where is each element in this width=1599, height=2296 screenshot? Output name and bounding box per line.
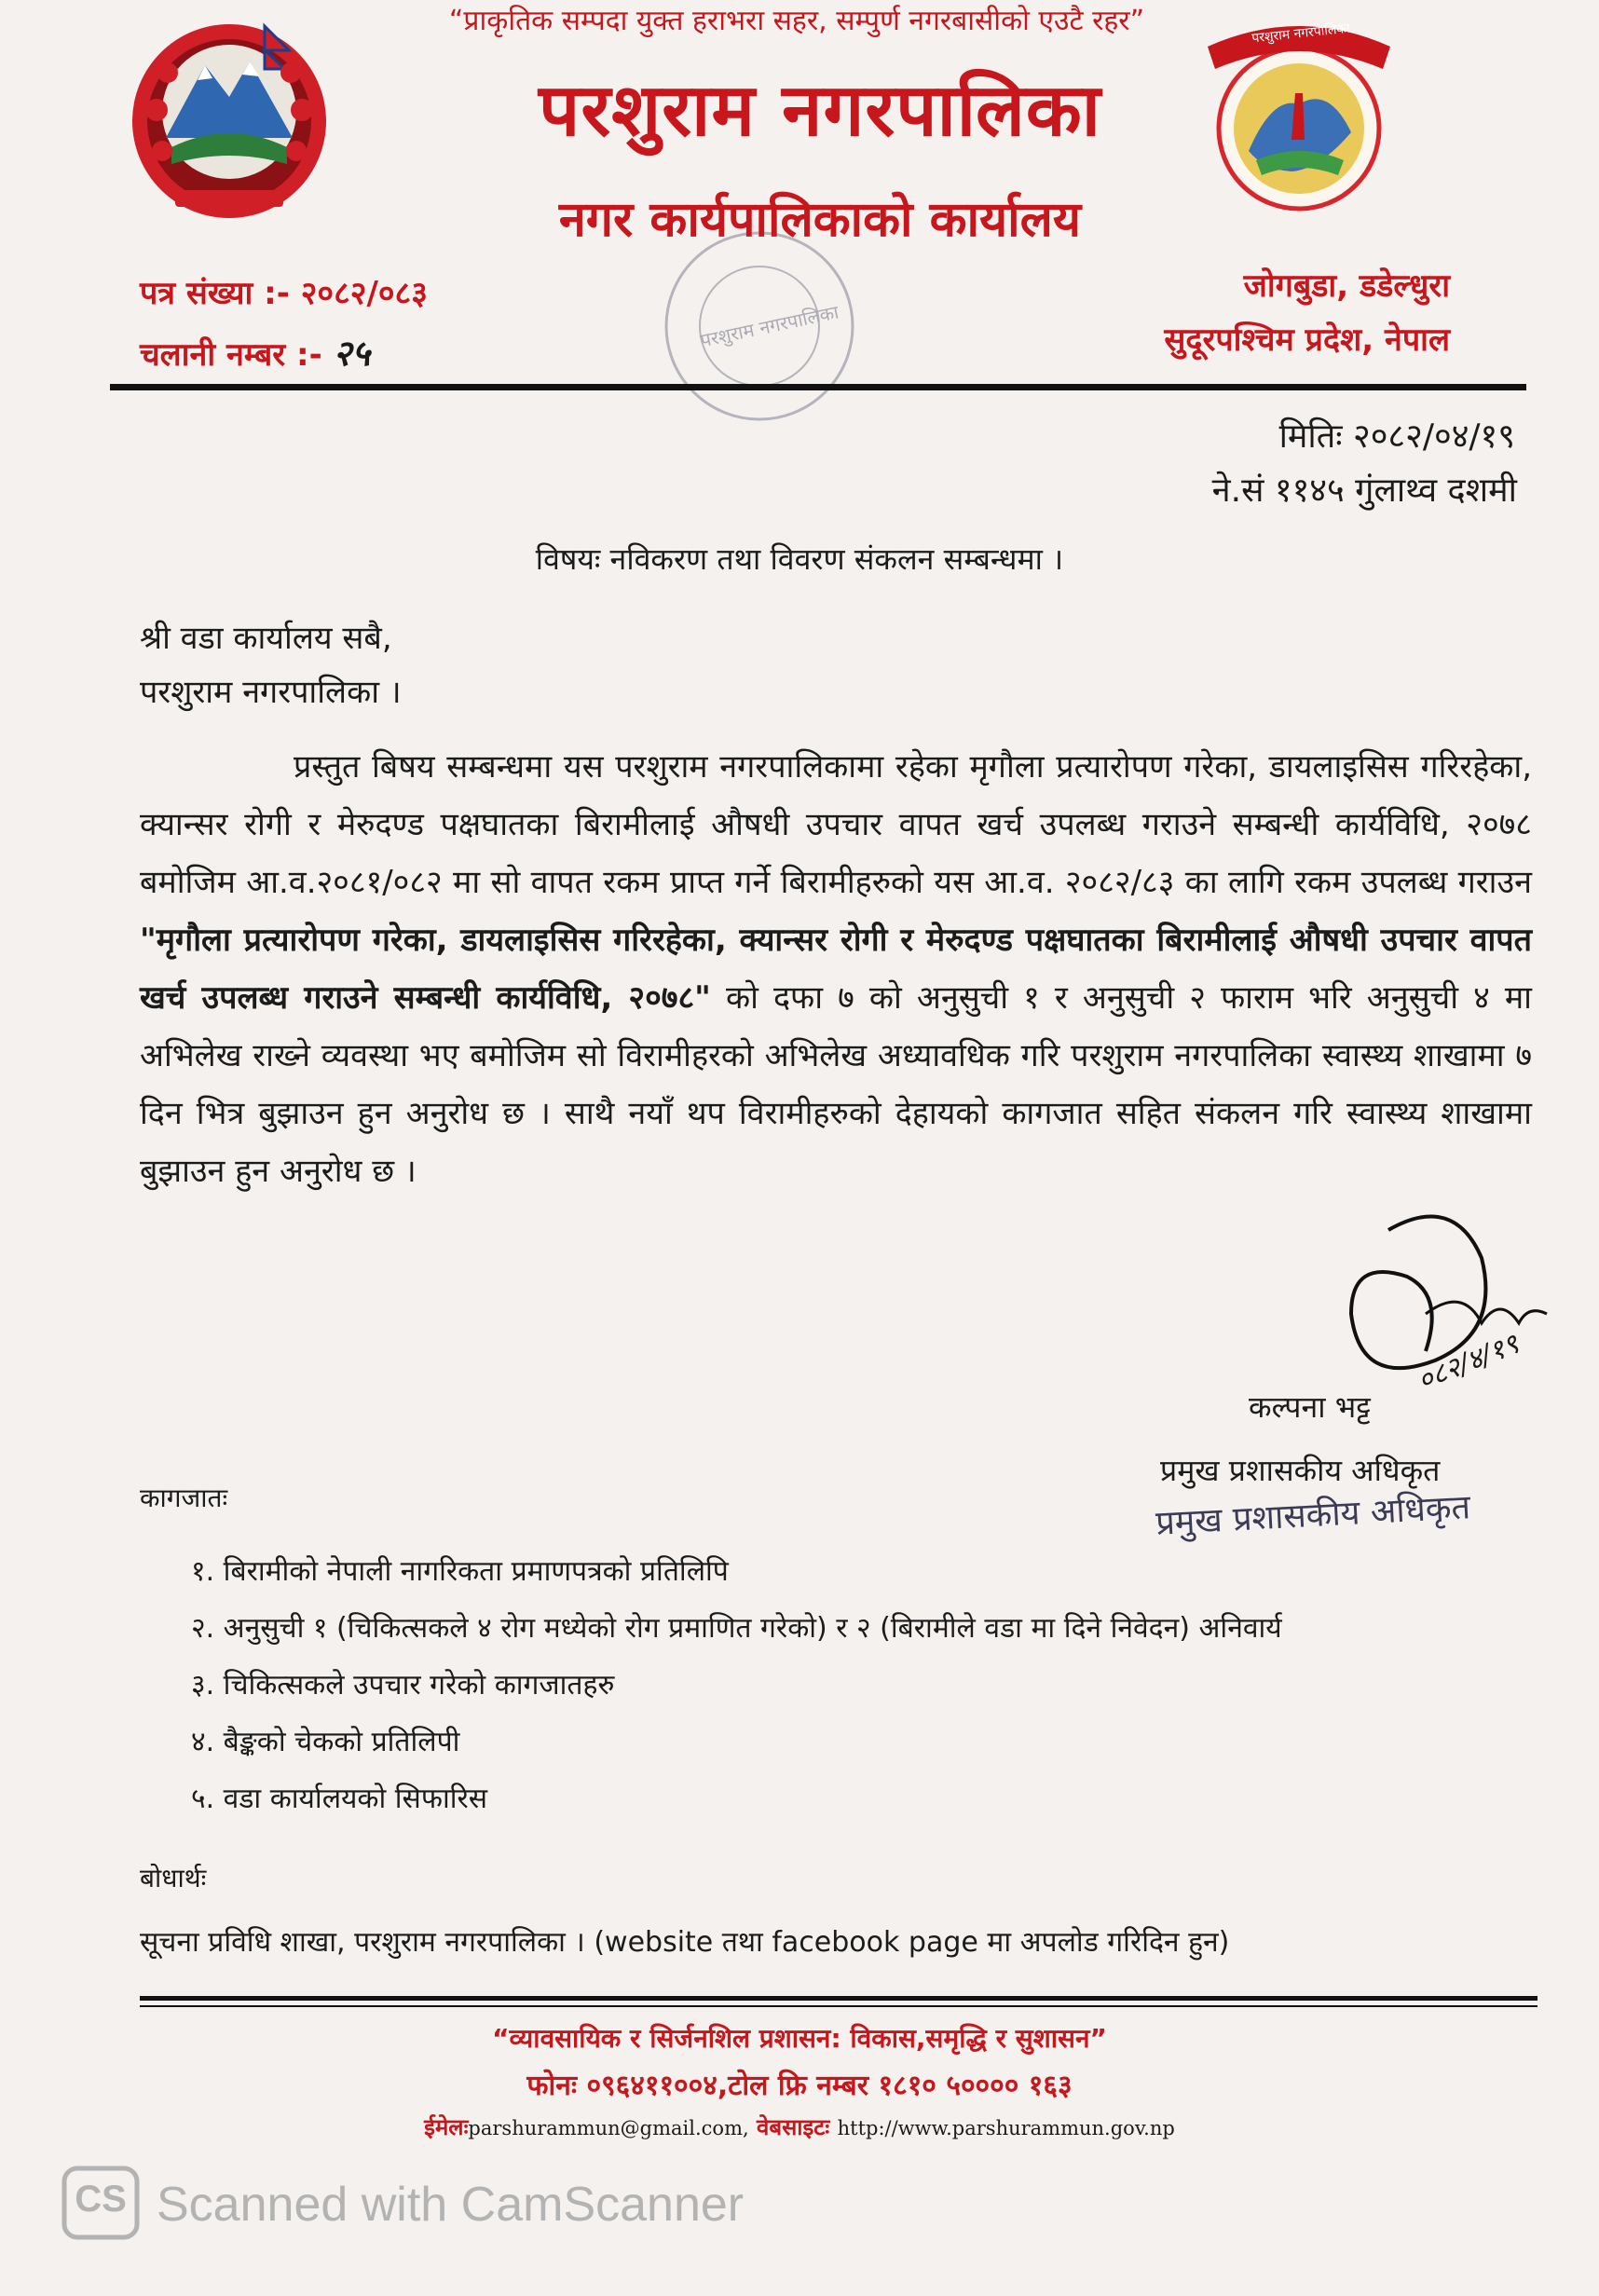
municipality-logo <box>1198 11 1400 216</box>
header-divider <box>110 384 1526 390</box>
list-item: २. अनुसुची १ (चिकित्सकले ४ रोग मध्येको रोग प्रमाणित गरेको) र २ (बिरामीले वडा मा दिने निवेदन) अनिवार्य <box>191 1612 1282 1645</box>
stamp-text: परशुराम नगरपालिका <box>698 300 841 352</box>
email-link[interactable]: parshurammun@gmail.com, <box>468 2117 749 2139</box>
addressee-line-2: परशुराम नगरपालिका । <box>140 674 402 711</box>
signer-title: प्रमुख प्रशासकीय अधिकृत <box>1160 1453 1441 1488</box>
documents-list <box>191 1551 1282 1835</box>
dispatch-number-label: चलानी नम्बर :- <box>140 336 322 374</box>
body-text-1: प्रस्तुत बिषय सम्बन्धमा यस परशुराम नगरपालिकामा रहेका मृगौला प्रत्यारोपण गरेका, डायलाइसिस गरिरहेका, क्यान्सर रोगी र मेरुदण्ड पक्षघातका बिरामीलाई औषधी उपचार वापत खर्च उपलब्ध गराउने सम्बन्धी कार्यविधि, २०७८ बमोजिम आ.व.२०८१/०८२ मा सो वापत रकम प्राप्त गर्ने बिरामीहरुको यस आ.व. २०८२/८३ का लागि रकम उपलब्ध गराउन <box>140 748 1532 901</box>
signature-date: ०८२/४/१९ <box>1413 1327 1524 1398</box>
letter-number-label: पत्र संख्या :- <box>140 275 290 312</box>
website-label: वेबसाइटः <box>757 2114 830 2140</box>
footer-divider <box>140 1996 1538 2001</box>
letter-body <box>140 738 1532 1200</box>
dispatch-number-value: २५ <box>333 332 371 374</box>
letter-number <box>140 270 428 313</box>
list-item: ३. चिकित्सकले उपचार गरेको कागजातहरु <box>191 1669 615 1702</box>
body-procedure-title: "मृगौला प्रत्यारोपण गरेका, डायलाइसिस गरिरहेका, क्यान्सर रोगी र मेरुदण्ड पक्षघातका बिरामीलाई औषधी उपचार वापत खर्च उपलब्ध गराउने सम्बन्धी कार्यविधि, २०७८" <box>140 922 1532 1017</box>
nepal-sambat-date: ने.सं ११४५ गुंलाथ्व दशमी <box>1211 472 1517 510</box>
camscanner-logo-icon <box>62 2166 140 2244</box>
addressee-line-1: श्री वडा कार्यालय सबै, <box>140 620 392 657</box>
municipality-motto: “प्राकृतिक सम्पदा युक्त हराभरा सहर, सम्पुर्ण नगरबासीको एउटै रहर” <box>448 5 1145 37</box>
cc-recipient: सूचना प्रविधि शाखा, परशुराम नगरपालिका । (website तथा facebook page मा अपलोड गरिदिन हुन) <box>140 1926 1230 1959</box>
website-link[interactable]: http://www.parshurammun.gov.np <box>837 2117 1175 2139</box>
nepal-government-emblem <box>119 7 339 227</box>
letter-subject: विषयः नविकरण तथा विवरण संकलन सम्बन्धमा । <box>535 541 1064 577</box>
camscanner-watermark: Scanned with CamScanner <box>157 2178 745 2232</box>
list-item: ५. वडा कार्यालयको सिफारिस <box>191 1783 488 1815</box>
list-item: १. बिरामीको नेपाली नागरिकता प्रमाणपत्रको प्रतिलिपि <box>191 1555 729 1588</box>
signer-name: कल्पना भट्ट <box>1249 1389 1371 1425</box>
body-text-2: को दफा ७ को अनुसुची १ र अनुसुची २ फाराम भरि अनुसुची ४ मा अभिलेख राख्ने व्यवस्था भए बमोजिम सो विरामीहरको अभिलेख अध्यावधिक गरि परशुराम नगरपालिका स्वास्थ्य शाखामा ७ दिन भित्र बुझाउन हुन अनुरोध छ । साथै नयाँ थप विरामीहरुको देहायको कागजात सहित संकलन गरि स्वास्थ्य शाखामा बुझाउन हुन अनुरोध छ । <box>140 979 1532 1190</box>
list-item: ४. बैङ्कको चेकको प्रतिलिपी <box>191 1726 460 1758</box>
cc-heading: बोधार्थः <box>140 1863 207 1893</box>
documents-heading: कागजातः <box>140 1483 228 1513</box>
office-name: नगर कार्यपालिकाको कार्यालय <box>558 192 1082 248</box>
municipality-name: परशुराम नगरपालिका <box>539 69 1101 153</box>
footer-contact <box>0 2112 1599 2142</box>
dispatch-number <box>140 328 370 376</box>
letter-date: मितिः २०८२/०४/१९ <box>1278 417 1515 456</box>
camscanner-badge: CS <box>75 2179 127 2220</box>
designation-stamp: प्रमुख प्रशासकीय अधिकृत <box>1155 1488 1471 1543</box>
logo-banner-text: परशुराम नगरपालिका <box>1250 20 1351 47</box>
footer-divider-thin <box>140 2005 1538 2007</box>
address-line-2: सुदूरपश्चिम प्रदेश, नेपाल <box>1164 321 1450 359</box>
footer-motto: “व्यावसायिक र सिर्जनशिल प्रशासन: विकास,समृद्धि र सुशासन” <box>492 2023 1107 2054</box>
address-line-1: जोगबुडा, डडेल्धुरा <box>1243 267 1450 305</box>
letter-number-value: २०८२/०८३ <box>300 275 428 312</box>
email-label: ईमेलः <box>424 2114 469 2140</box>
footer-phone: फोनः ०९६४११००४,टोल फ्रि नम्बर १८१० ५०००० १६३ <box>526 2070 1073 2102</box>
